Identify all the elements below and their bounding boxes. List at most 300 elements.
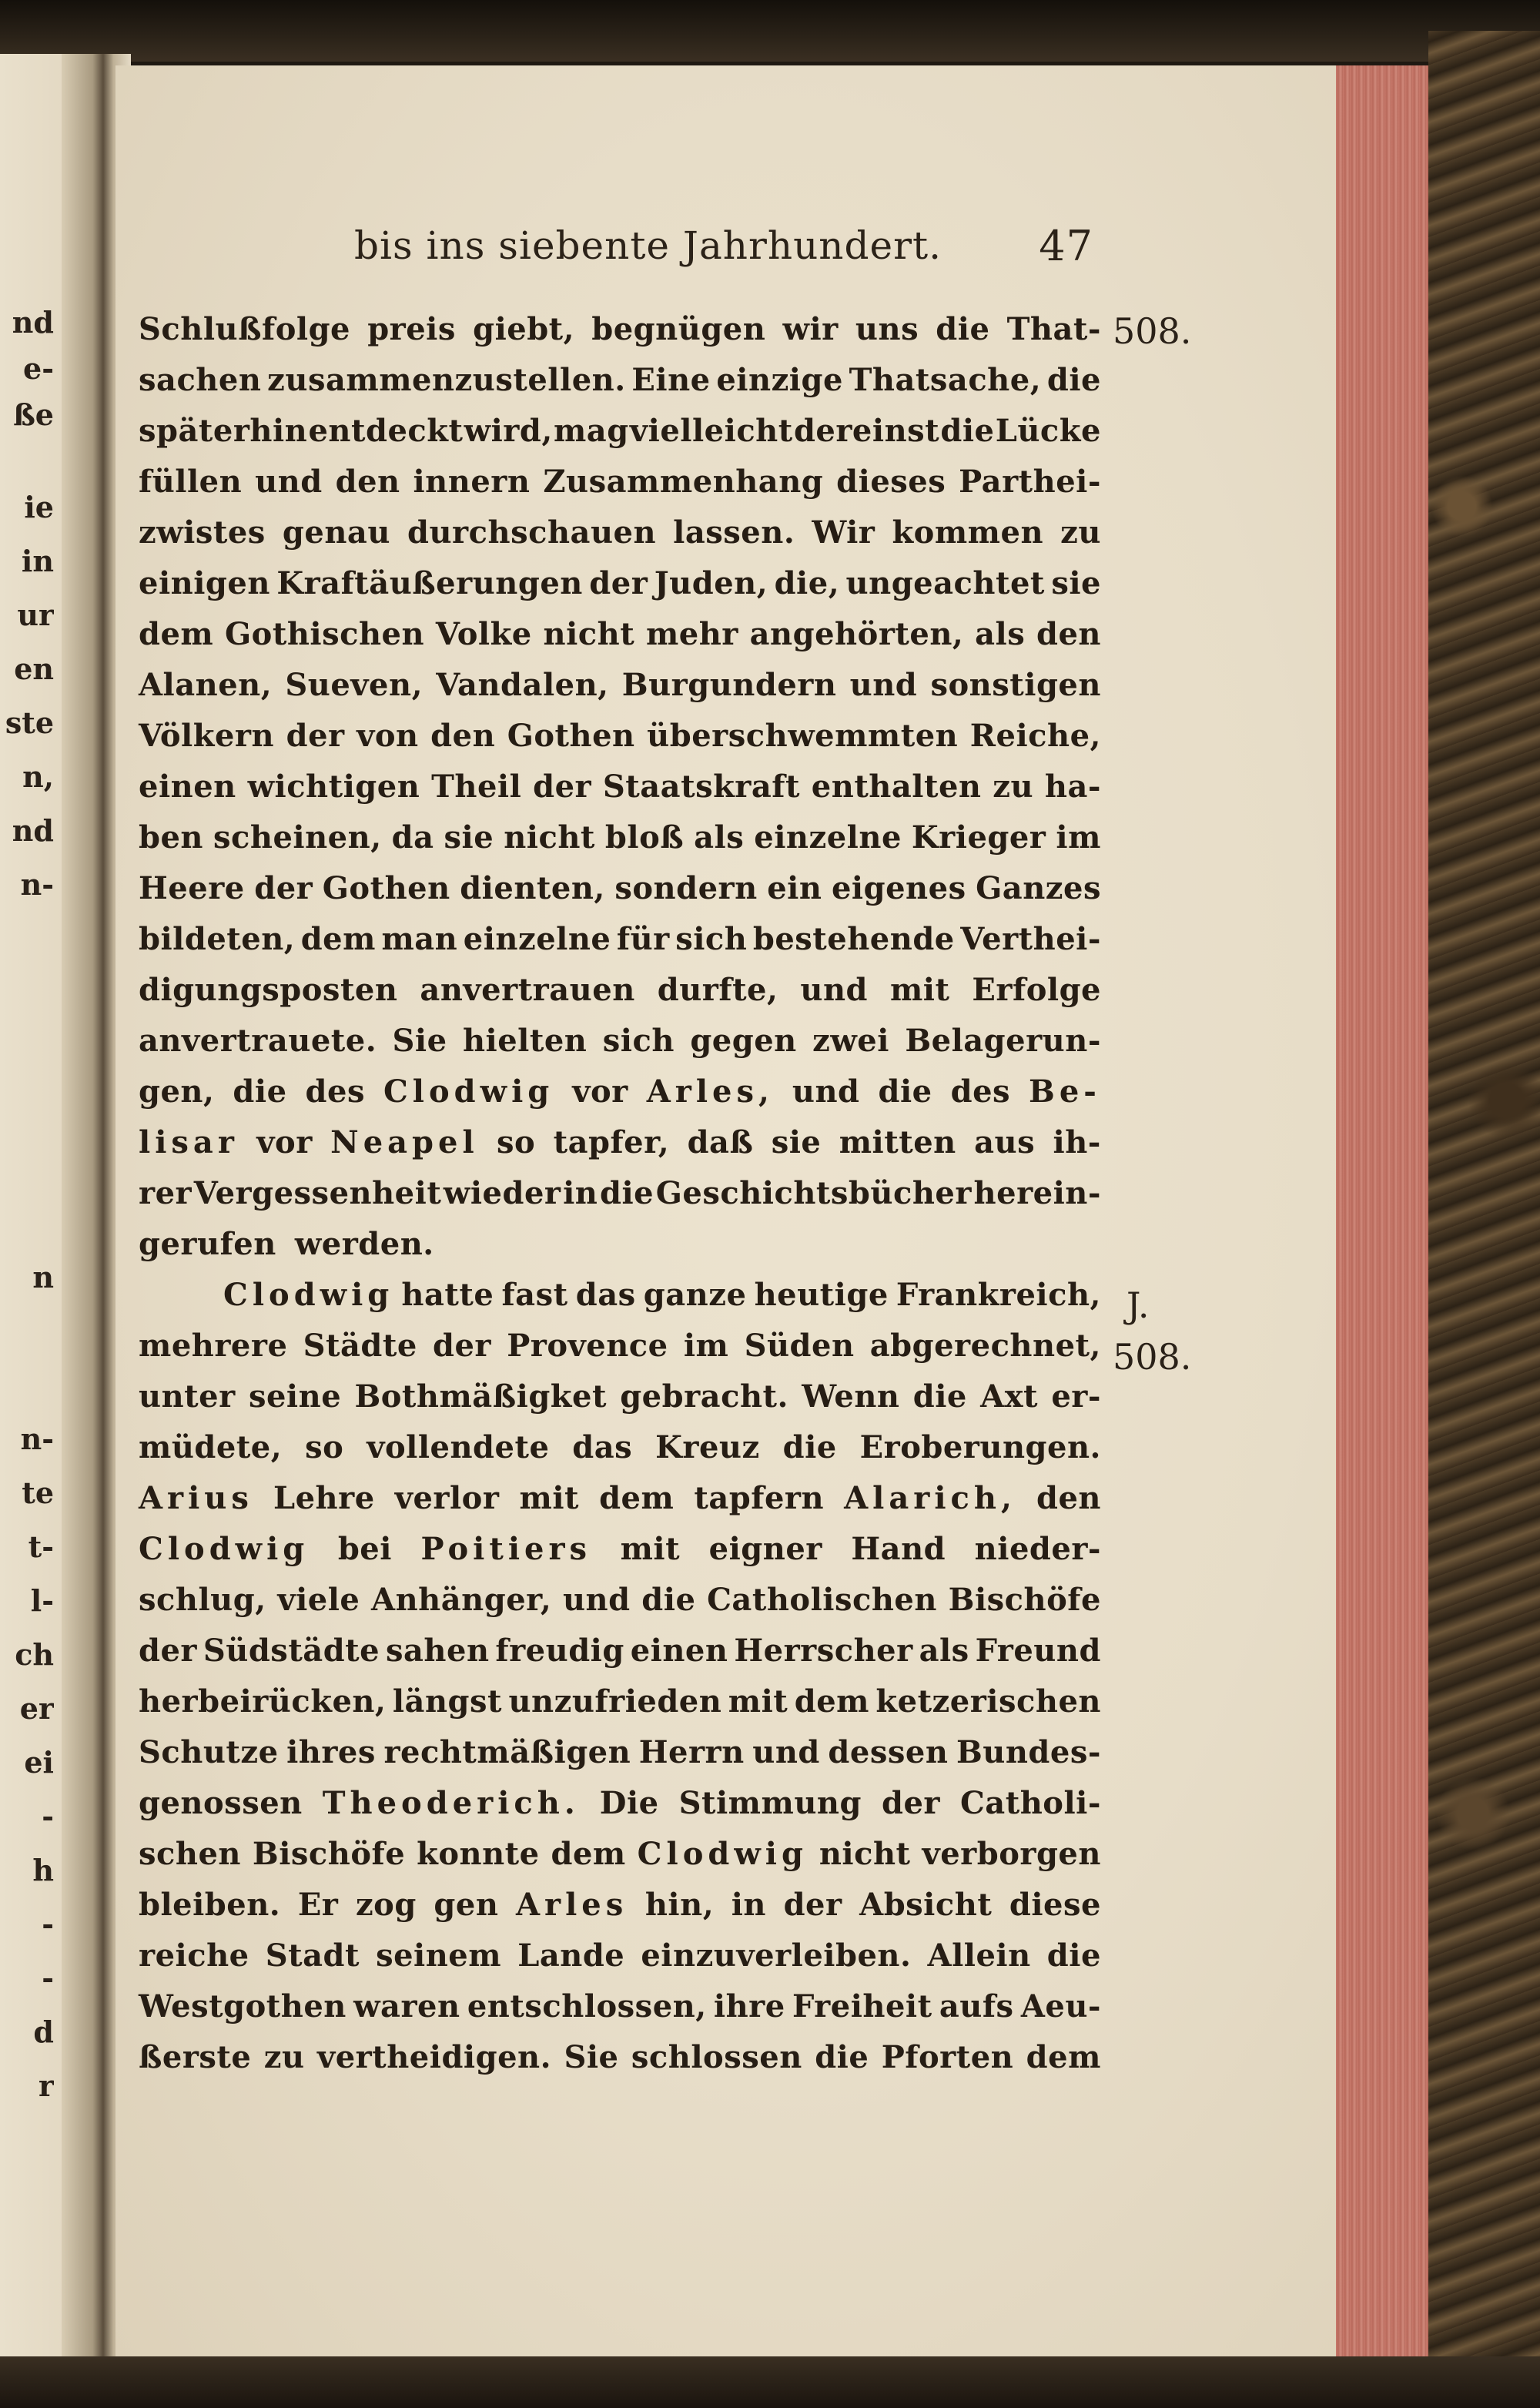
word: Erfolge	[972, 972, 1101, 1008]
word: wichtigen	[247, 769, 420, 805]
left-page-fragment: t-	[28, 1532, 54, 1562]
word: tapfern	[694, 1480, 825, 1516]
word: nicht	[504, 819, 595, 856]
text-line	[139, 1931, 1101, 1981]
word: einzelne	[463, 921, 611, 957]
text-line	[139, 457, 1101, 507]
left-page-fragment: ße	[12, 400, 54, 430]
word: dem	[794, 1683, 869, 1720]
word: Arles,	[646, 1073, 774, 1110]
word: angehörten,	[749, 616, 964, 652]
word: überschwemmten	[647, 718, 959, 754]
left-page-fragment: in	[21, 547, 54, 576]
word: den	[335, 464, 400, 500]
word: die	[912, 1378, 967, 1415]
word: Er	[297, 1887, 339, 1923]
word: ha-	[1044, 769, 1101, 805]
left-page-fragment: er	[19, 1694, 54, 1723]
word: tapfer,	[553, 1124, 670, 1160]
text-line	[139, 1473, 1101, 1524]
text-line	[139, 1981, 1101, 2032]
word: als	[975, 616, 1026, 652]
word: zusammenzustellen.	[267, 362, 626, 398]
word: heutige	[754, 1277, 889, 1313]
text-line	[139, 1727, 1101, 1778]
word: Clodwig	[223, 1277, 394, 1313]
word: müdete,	[139, 1429, 283, 1465]
word: der	[254, 870, 313, 906]
word: die	[641, 1582, 696, 1618]
text-line	[139, 2032, 1101, 2083]
left-page-fragment: n-	[20, 870, 54, 899]
text-line	[139, 1626, 1101, 1676]
left-page-fragment: te	[22, 1479, 54, 1508]
word: schen	[139, 1836, 241, 1872]
word: als	[919, 1633, 969, 1669]
word: der	[783, 1887, 842, 1923]
word: sie	[444, 819, 494, 856]
word: genossen	[139, 1785, 303, 1821]
scan-background-top	[0, 0, 1540, 62]
word: Gothen	[322, 870, 450, 906]
word: Volke	[435, 616, 532, 652]
word: sonstigen	[930, 667, 1101, 703]
word: dem	[300, 921, 376, 957]
word: dereinst	[793, 413, 940, 449]
word: Theoderich.	[322, 1785, 580, 1821]
text-line	[139, 1575, 1101, 1626]
word: die,	[774, 565, 840, 601]
word: im	[1056, 819, 1101, 856]
left-page-fragment: ch	[15, 1640, 54, 1670]
word: Parthei-	[959, 464, 1101, 500]
word: sachen	[139, 362, 262, 398]
text-line	[139, 558, 1101, 609]
left-page-fragment: nd	[12, 816, 54, 846]
text-line	[139, 1524, 1101, 1575]
word: Arles	[515, 1887, 628, 1923]
word: Belagerun-	[905, 1023, 1101, 1059]
page-block-edge	[1336, 65, 1428, 2360]
word: im	[683, 1328, 729, 1364]
word: Lande	[517, 1937, 625, 1974]
word: Ganzes	[976, 870, 1101, 906]
word: bleiben.	[139, 1887, 281, 1923]
word: Süden	[744, 1328, 855, 1364]
word: Stadt	[265, 1937, 360, 1974]
word: und	[800, 972, 869, 1008]
word: die	[936, 311, 990, 347]
word: Schlußfolge	[139, 311, 350, 347]
text-line	[139, 355, 1101, 406]
left-page-fragment: ste	[5, 708, 54, 738]
word: Neapel	[330, 1124, 479, 1160]
word: da	[391, 819, 434, 856]
word: Bundes-	[956, 1734, 1101, 1770]
running-title: bis ins siebente Jahrhundert.	[354, 223, 942, 268]
word: waren	[353, 1988, 460, 2025]
word: seine	[248, 1378, 342, 1415]
word: wieder	[443, 1175, 561, 1211]
word: Krieger	[911, 819, 1046, 856]
word: dem	[1026, 2039, 1101, 2075]
word: lassen.	[673, 514, 795, 551]
text-line	[139, 1168, 1101, 1219]
word: preis	[367, 311, 456, 347]
word: Heere	[139, 870, 245, 906]
word: Clodwig	[637, 1836, 808, 1872]
word: entschlossen,	[467, 1988, 707, 2025]
word: die	[782, 1429, 837, 1465]
word: wir	[782, 311, 839, 347]
word: zwistes	[139, 514, 266, 551]
word: Vergessenheit	[193, 1175, 442, 1211]
word: Staatskraft	[602, 769, 800, 805]
word: durfte,	[657, 972, 778, 1008]
word: Sie	[564, 2039, 619, 2075]
word: sahen	[385, 1633, 490, 1669]
word: Bischöfe	[252, 1836, 406, 1872]
word: des	[305, 1073, 365, 1110]
word: Alarich,	[844, 1480, 1016, 1516]
word: viele	[277, 1582, 360, 1618]
word: mit	[728, 1683, 788, 1720]
word: That-	[1006, 311, 1101, 347]
word: des	[950, 1073, 1011, 1110]
left-page-fragment: -	[42, 1910, 54, 1939]
word: dem	[551, 1836, 626, 1872]
word: Gothischen	[225, 616, 425, 652]
word: gerufen	[139, 1226, 276, 1262]
word: unter	[139, 1378, 236, 1415]
word: für	[616, 921, 670, 957]
word: Westgothen	[139, 1988, 346, 2025]
word: die	[815, 2039, 869, 2075]
word: zog	[355, 1887, 417, 1923]
left-page-fragment: d	[33, 2018, 54, 2047]
word: diese	[1009, 1887, 1101, 1923]
word: man	[381, 921, 458, 957]
word: Hand	[851, 1531, 946, 1567]
word: von	[357, 718, 419, 754]
word: als	[694, 819, 745, 856]
text-line	[139, 1880, 1101, 1931]
word: Theil	[431, 769, 522, 805]
word: aus	[974, 1124, 1036, 1160]
word: Burgundern	[621, 667, 837, 703]
word: bloß	[604, 819, 685, 856]
word: vor	[572, 1073, 628, 1110]
word: ketzerischen	[875, 1683, 1101, 1720]
word: reiche	[139, 1937, 249, 1974]
left-page-fragment: en	[14, 655, 54, 684]
word: Kreuz	[655, 1429, 760, 1465]
left-page-fragment: l-	[30, 1586, 54, 1616]
word: Catholischen	[707, 1582, 937, 1618]
word: der	[533, 769, 592, 805]
left-page-fragment: e-	[23, 354, 54, 383]
left-page-fragment: ie	[24, 493, 54, 522]
word: Poitiers	[420, 1531, 592, 1567]
word: längst	[392, 1683, 503, 1720]
word: konnte	[417, 1836, 540, 1872]
word: die	[940, 413, 995, 449]
text-line	[139, 1270, 1101, 1321]
word: Kraftäußerungen	[276, 565, 583, 601]
margin-note-year-2: 508.	[1113, 1336, 1192, 1378]
word: herbeirücken,	[139, 1683, 387, 1720]
word: vertheidigen.	[316, 2039, 552, 2075]
word: einigen	[139, 565, 270, 601]
word: gen,	[139, 1073, 215, 1110]
word: Sueven,	[285, 667, 423, 703]
word: in	[731, 1887, 766, 1923]
word: zu	[1060, 514, 1101, 551]
text-line	[139, 1321, 1101, 1371]
word: Südstädte	[203, 1633, 380, 1669]
word: ungeachtet	[845, 565, 1045, 601]
word: nicht	[543, 616, 635, 652]
word: genau	[282, 514, 390, 551]
text-line	[139, 1676, 1101, 1727]
word: Allein	[927, 1937, 1031, 1974]
word: gen	[434, 1887, 499, 1923]
word: das	[572, 1429, 633, 1465]
word: eigenes	[831, 870, 966, 906]
word: bestehende	[752, 921, 955, 957]
word: der	[589, 565, 648, 601]
word: schlug,	[139, 1582, 266, 1618]
word: begnügen	[591, 311, 766, 347]
word: mehr	[645, 616, 738, 652]
text-line	[139, 1219, 1101, 1270]
word: Juden,	[654, 565, 768, 601]
word: Vandalen,	[436, 667, 609, 703]
text-line	[139, 1016, 1101, 1067]
word: gebracht.	[620, 1378, 788, 1415]
word: einen	[139, 769, 236, 805]
word: Be-	[1029, 1073, 1101, 1110]
word: kommen	[892, 514, 1044, 551]
word: anvertrauete.	[139, 1023, 377, 1059]
word: und	[562, 1582, 631, 1618]
word: herein-	[973, 1175, 1101, 1211]
word: einzige	[716, 362, 843, 398]
margin-note-j: J.	[1127, 1284, 1150, 1326]
word: in	[563, 1175, 598, 1211]
word: Gothen	[507, 718, 635, 754]
word: eigner	[708, 1531, 822, 1567]
word: einzuverleiben.	[641, 1937, 912, 1974]
word: nieder-	[974, 1531, 1101, 1567]
word: so	[497, 1124, 536, 1160]
word: Thatsache,	[849, 362, 1042, 398]
word: fast	[501, 1277, 568, 1313]
word: sich	[675, 921, 748, 957]
word: das	[575, 1277, 636, 1313]
word: Clodwig	[139, 1531, 310, 1567]
body-text	[139, 304, 1101, 2083]
word: nicht	[819, 1836, 911, 1872]
word: Städte	[303, 1328, 417, 1364]
word: sich	[602, 1023, 675, 1059]
word: dessen	[828, 1734, 949, 1770]
word: er-	[1051, 1378, 1101, 1415]
word: ßerste	[139, 2039, 252, 2075]
word: den	[430, 718, 496, 754]
word: unzufrieden	[508, 1683, 722, 1720]
word: mitten	[839, 1124, 956, 1160]
text-line	[139, 406, 1101, 457]
word: Eroberungen.	[859, 1429, 1101, 1465]
word: rer	[139, 1175, 192, 1211]
word: rechtmäßigen	[383, 1734, 631, 1770]
text-line	[139, 1371, 1101, 1422]
word: ein	[767, 870, 822, 906]
word: dem	[139, 616, 214, 652]
word: der	[433, 1328, 491, 1364]
word: Schutze	[139, 1734, 279, 1770]
left-page-fragment: h	[32, 1856, 54, 1885]
text-line	[139, 609, 1101, 660]
word: und	[255, 464, 323, 500]
word: sie	[771, 1124, 822, 1160]
word: ihre	[713, 1988, 785, 2025]
word: gegen	[690, 1023, 797, 1059]
word: und	[752, 1734, 820, 1770]
left-page-fragment: n,	[22, 762, 54, 792]
text-line	[139, 1067, 1101, 1117]
word: abgerechnet,	[869, 1328, 1101, 1364]
word: den	[1036, 1480, 1101, 1516]
word: mag	[553, 413, 629, 449]
scan-background-bottom	[0, 2356, 1540, 2408]
word: Clodwig	[383, 1073, 554, 1110]
word: ganze	[643, 1277, 747, 1313]
word: ihres	[286, 1734, 376, 1770]
word: Geschichtsbücher	[655, 1175, 972, 1211]
word: schlossen	[631, 2039, 802, 2075]
left-page-fragment: n-	[20, 1425, 54, 1454]
running-header	[354, 216, 1093, 277]
word: mit	[620, 1531, 681, 1567]
word: uns	[855, 311, 919, 347]
word: lisar	[139, 1124, 239, 1160]
word: Provence	[507, 1328, 668, 1364]
word: die	[1046, 362, 1101, 398]
text-line	[139, 1778, 1101, 1829]
word: seinem	[376, 1937, 502, 1974]
word: verlor	[394, 1480, 500, 1516]
word: späterhin	[139, 413, 308, 449]
word: Axt	[980, 1378, 1039, 1415]
word: einen	[630, 1633, 728, 1669]
word: sondern	[614, 870, 758, 906]
word: durchschauen	[407, 514, 657, 551]
word: daß	[687, 1124, 754, 1160]
page-number: 47	[1039, 222, 1093, 270]
left-page-fragment: ei	[24, 1748, 54, 1777]
word: dienten,	[460, 870, 605, 906]
word: Völkern	[139, 718, 275, 754]
word: Zusammenhang	[543, 464, 824, 500]
word: anvertrauen	[420, 972, 635, 1008]
word: vor	[256, 1124, 313, 1160]
word: Aeu-	[1020, 1988, 1101, 2025]
word: dem	[599, 1480, 675, 1516]
word: der	[881, 1785, 940, 1821]
word: Stimmung	[678, 1785, 862, 1821]
word: mit	[889, 972, 950, 1008]
word: ih-	[1053, 1124, 1101, 1160]
word: entdeckt	[308, 413, 464, 449]
text-line	[139, 1422, 1101, 1473]
word: Anhänger,	[371, 1582, 552, 1618]
text-line	[139, 1117, 1101, 1168]
text-line	[139, 914, 1101, 965]
word: zu	[993, 769, 1034, 805]
text-line	[139, 812, 1101, 863]
word: Pforten	[881, 2039, 1014, 2075]
text-line	[139, 660, 1101, 711]
word: bei	[337, 1531, 392, 1567]
left-page-fragment: -	[42, 1802, 54, 1831]
word: hin,	[644, 1887, 715, 1923]
word: Absicht	[859, 1887, 993, 1923]
word: Wenn	[802, 1378, 900, 1415]
word: Lehre	[273, 1480, 375, 1516]
word: die	[233, 1073, 287, 1110]
text-line	[139, 711, 1101, 762]
text-line	[139, 762, 1101, 812]
word: aufs	[939, 1988, 1014, 2025]
word: digungsposten	[139, 972, 398, 1008]
marbled-cover	[1428, 31, 1540, 2408]
left-page-fragment: ur	[17, 601, 54, 630]
word: Herrn	[638, 1734, 745, 1770]
text-line	[139, 965, 1101, 1016]
word: Lücke	[995, 413, 1101, 449]
word: hatte	[401, 1277, 494, 1313]
text-line	[139, 1829, 1101, 1880]
word: so	[305, 1429, 344, 1465]
word: vielleicht	[629, 413, 793, 449]
word: Catholi-	[959, 1785, 1101, 1821]
left-page-fragment: r	[38, 2071, 54, 2101]
word: enthalten	[811, 769, 982, 805]
left-page-fragment: -	[42, 1964, 54, 1993]
word: sie	[1051, 565, 1101, 601]
word: der	[139, 1633, 197, 1669]
word: Herrscher	[734, 1633, 913, 1669]
word: bildeten,	[139, 921, 296, 957]
word: die	[878, 1073, 932, 1110]
word: Die	[599, 1785, 659, 1821]
word: Bischöfe	[948, 1582, 1101, 1618]
word: Bothmäßigket	[354, 1378, 607, 1415]
word: ben	[139, 819, 203, 856]
word: mit	[519, 1480, 579, 1516]
word: wird,	[464, 413, 553, 449]
word: den	[1036, 616, 1101, 652]
word: Alanen,	[139, 667, 273, 703]
word: giebt,	[473, 311, 575, 347]
word: der	[286, 718, 345, 754]
word: mehrere	[139, 1328, 288, 1364]
word: Eine	[631, 362, 711, 398]
word: Freiheit	[792, 1988, 932, 2025]
word: vollendete	[367, 1429, 550, 1465]
